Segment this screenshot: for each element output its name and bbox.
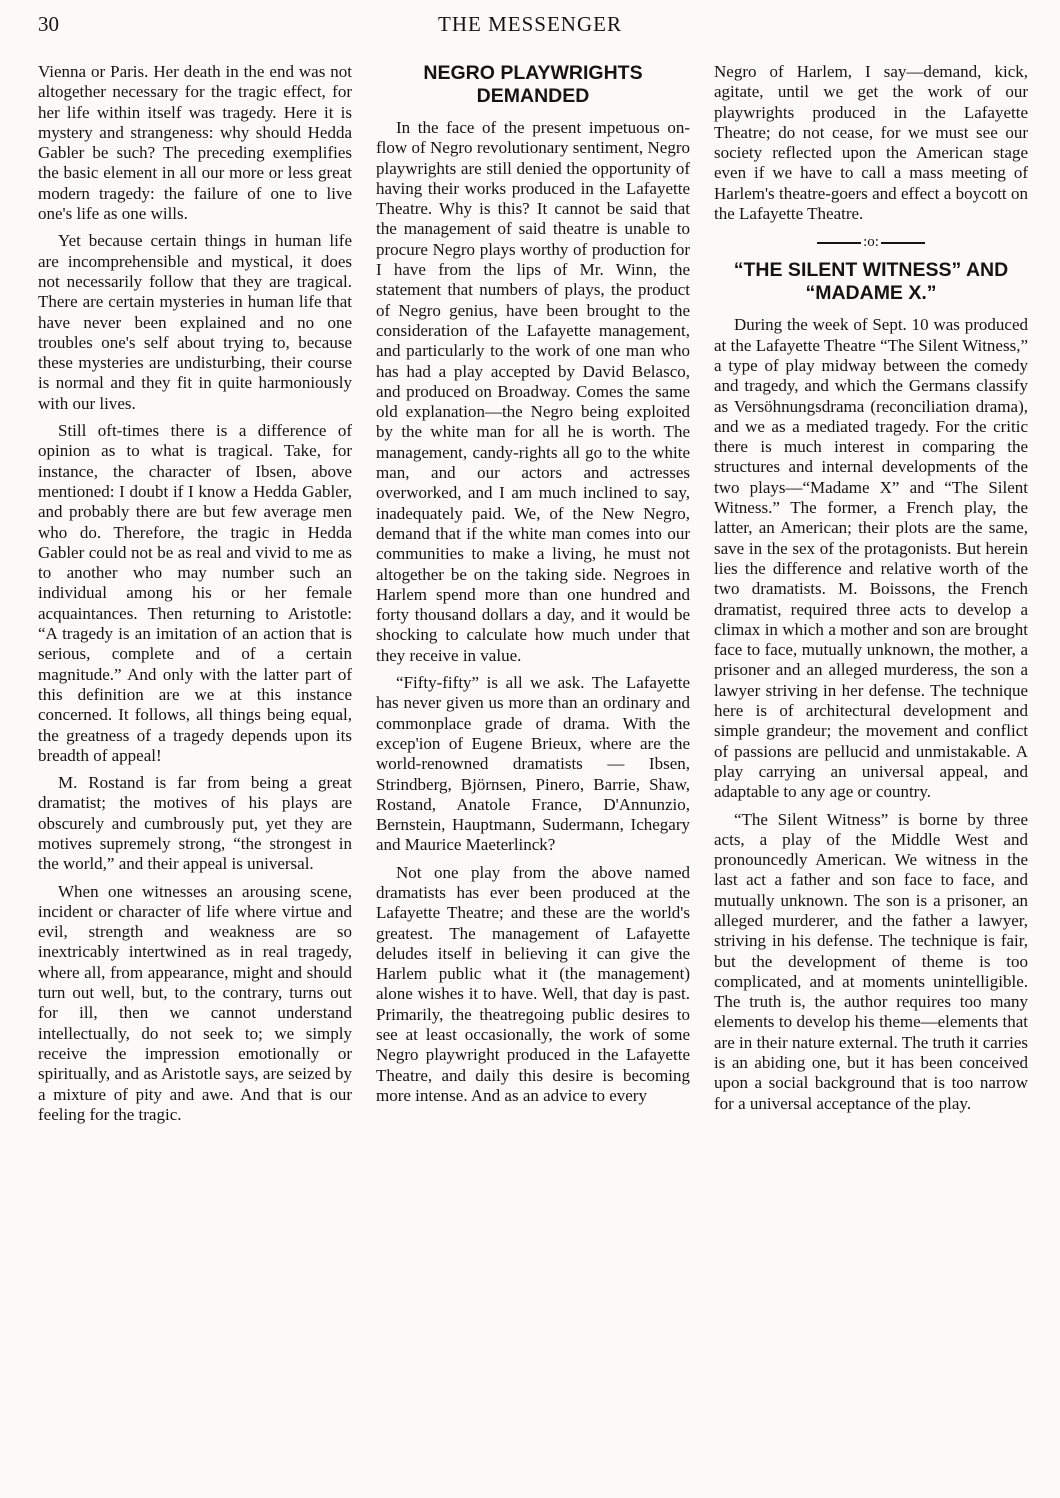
paragraph: Not one play from the above named dramatists has ever been produced at the Lafayette Theatre; and these are the world's greatest. The management of Lafayette deludes itself in believing it can give the Harlem public what it (the management) alone wishes it to have. Well, that day is past. Primarily, the theatregoing public desires to see at least occasionally, the work of some Negro playwright produced in the Lafayette Theatre, and daily this desire is becoming more intense. And as an advice to every xyxy=(376,862,690,1105)
article-title: NEGRO PLAYWRIGHTS DEMANDED xyxy=(423,62,643,107)
paragraph: Still oft-times there is a difference of opinion as to what is tragical. Take, for instance, the character of Ibsen, above mentioned: I doubt if I know a Hedda Gabler, and probably there are but few average men who do. Therefore, the tragic in Hedda Gabler could not be as real and vivid to me as to another who may number such an individual among his or her female acquaintances. Then returning to Aristotle: “A tragedy is an imitation of an action that is serious, complete and of a certain magnitude.” And only with the latter part of this definition are we at this instance concerned. It follows, all things being equal, the greatness of a tragedy depends upon its breadth of appeal! xyxy=(38,421,352,765)
paragraph: During the week of Sept. 10 was produced at the Lafayette Theatre “The Silent Witness,” a type of play midway between the comedy and tragedy, and which the Germans classify as Versöhnungsdrama (reconciliation drama), and we as a mediated tragedy. For the critic there is much interest in comparing the structures and internal developments of the two plays—“Madame X” and “The Silent Witness.” The former, a French play, the latter, an American; their plots are the same, save in the sex of the protagonists. But herein lies the difference and relative worth of the two dramatists. M. Boissons, the French dramatist, required three acts to develop a climax in which a mother and son are brought face to face, mutually unknown, the mother, a prisoner and an alleged murderess, the son a lawyer striving in her defense. The technique here is of architectural development and simple grandeur; the movement and conflict of passions are pellucid and unmistakable. A play carrying an universal appeal, and adaptable to any age or country. xyxy=(714,315,1028,802)
paragraph: “The Silent Witness” is borne by three acts, a play of the Middle West and pronouncedly American. We witness in the last act a father and son face to face, and mutually unknown. The son is a prisoner, an alleged murderer, and the father a lawyer, striving in his defense. The technique is fair, but the development of theme is too complicated, and at moments unintelligible. The truth is, the author requires too many elements to develop his theme—elements that are in their nature external. The truth it carries is an abiding one, but it has been conceived upon a social background that is too narrow for a universal acceptance of the play. xyxy=(714,809,1028,1113)
section-divider xyxy=(714,231,1028,253)
paragraph: In the face of the present impetuous on-flow of Negro revolutionary sentiment, Negro playwrights are still denied the opportunity of having their works produced in the Lafayette Theatre. Why is this? It cannot be said that the management of said theatre is unable to procure Negro plays worthy of production for I have from the lips of Mr. Winn, the statement that numbers of plays, the product of Negro genius, have been brought to the consideration of the Lafayette management, and particularly to the work of one man who has had a play accepted by David Belasco, and produced on Broadway. Comes the same old explanation—the Negro being exploited by the white man for all he is worth. The management, candy-rights all go to the white man, and our actors and actresses overworked, and I am much inclined to say, inadequately paid. We, of the New Negro, demand that if the white man comes into our communities to make a living, he must not altogether be on the taking side. Negroes in Harlem spend more than one hundred and forty thousand dollars a day, and it would be shocking to calculate how much under that they receive in value. xyxy=(376,118,690,665)
publication-title: THE MESSENGER xyxy=(438,12,622,36)
column-3 xyxy=(714,62,1028,1462)
divider-rule xyxy=(817,242,861,244)
paragraph-continuation: Negro of Harlem, I say—demand, kick, agitate, until we get the work of our playwrights produced in the Lafayette Theatre; do not cease, for we must see our society reflected upon the American stage even if we have to call a mass meeting of Harlem's theatre-goers and effect a boycott on the Lafayette Theatre. xyxy=(714,62,1028,224)
column-1 xyxy=(38,62,352,1462)
paragraph: “Fifty-fifty” is all we ask. The Lafayette has never given us more than an ordinary and commonplace grade of drama. With the excep'ion of Eugene Brieux, where are the world-renowned dramatists — Ibsen, Strindberg, Björnsen, Pinero, Barrie, Shaw, Rostand, Anatole France, D'Annunzio, Bernstein, Hauptmann, Sudermann, Ichegary and Maurice Maeterlinck? xyxy=(376,673,690,855)
paragraph: M. Rostand is far from being a great dramatist; the motives of his plays are obscurely and cumbrously put, yet they are motives supremely strong, “the strongest in the world,” and their appeal is universal. xyxy=(38,773,352,874)
page-number: 30 xyxy=(38,12,59,36)
paragraph: Yet because certain things in human life are incomprehensible and mystical, it does not necessarily follow that they are tragical. There are certain mysteries in human life that have never been explained and no one troubles one's self about trying to, because these mysteries are undisturbing, their course is normal and they fit in quite harmoniously with our lives. xyxy=(38,231,352,413)
divider-rule xyxy=(881,242,925,244)
paragraph: When one witnesses an arousing scene, incident or character of life where virtue and evil, strength and weakness are so inextricably intertwined as in real tragedy, where all, from appearance, might and should turn out well, but, to the contrary, turns out for ill, then we cannot understand intellectually, do not seek to; we simply receive the impression emotionally or spiritually, and as Aristotle says, are seized by a mixture of pity and awe. And that is our feeling for the tragic. xyxy=(38,881,352,1124)
paragraph: Vienna or Paris. Her death in the end was not altogether necessary for the tragic effect, for her life within itself was tragedy. Here it is mystery and strangeness: why should Hedda Gabler be such? The preceding exemplifies the basic element in all our more or less great modern tragedy: the failure of one to live one's life as one wills. xyxy=(38,62,352,224)
text-columns xyxy=(38,62,1026,1462)
divider-mark: :o: xyxy=(863,234,879,251)
column-2 xyxy=(376,62,690,1462)
article-title: “THE SILENT WITNESS” AND “MADAME X.” xyxy=(733,259,1009,305)
